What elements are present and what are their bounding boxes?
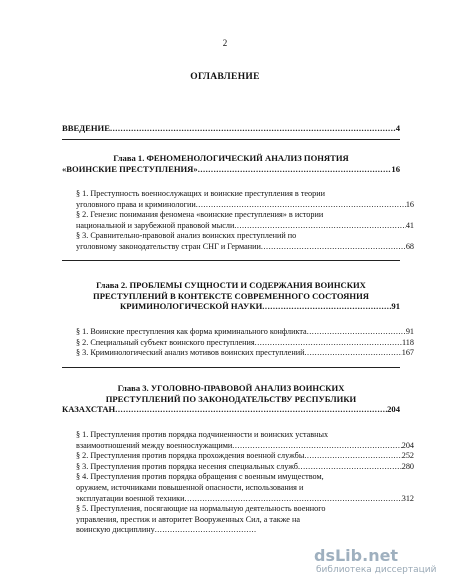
divider-rule [62,367,400,368]
toc-chapter-1 [62,153,400,174]
leader-dots: ........................................ [154,525,257,535]
toc-intro-label: ВВЕДЕНИЕ [62,123,110,133]
ch3-section-3-page: 280 [401,461,414,471]
ch3-section-5-line2: управления, престиж и авторитет Вооруженных Сил, а также на [76,514,300,524]
chapter-2-title-line3: КРИМИНОЛОГИЧЕСКОЙ НАУКИ [120,301,263,312]
toc-chapter-3 [62,383,400,415]
ch3-section-1-row [62,441,414,452]
chapter-1-sections [62,189,414,253]
ch2-section-3-page: 167 [401,348,414,358]
ch2-section-2-row [62,338,414,349]
leader-dots [261,242,406,253]
chapter-1-page: 16 [391,163,400,174]
toc-chapter-2 [62,280,400,312]
ch3-section-2-label: § 2. Преступления против порядка прохождения военной службы [76,451,305,461]
leader-dots [304,348,401,359]
leader-dots [262,301,391,312]
chapter-3-page: 204 [387,404,400,415]
ch1-section-1-line1: § 1. Преступность военнослужащих и воинские преступления в теории [76,189,325,198]
ch3-section-4-line1: § 4. Преступления против порядка обращения с военным имуществом, [76,472,324,482]
ch3-section-5-line1: § 5. Преступления, посягающие на нормальную деятельность военного [76,504,326,514]
leader-dots [196,200,406,211]
chapter-3-sections [62,430,414,536]
ch1-section-3-row [62,242,414,253]
leader-dots [255,338,402,349]
chapter-2-page: 91 [391,301,400,312]
leader-dots [185,494,402,505]
ch3-section-4-line2: оружием, источниками повышенной опасности, использования и [76,482,304,492]
ch1-section-2-line1: § 2. Генезис понимания феномена «воинские преступления» в истории [76,210,324,220]
ch3-section-3-label: § 3. Преступления против порядка несения специальных служб [76,461,298,471]
ch3-section-2-page: 252 [401,451,414,461]
ch3-section-2-row [62,451,414,462]
ch1-section-3-line1: § 3. Сравнительно-правовой анализ воинских преступлений по [76,231,297,241]
leader-dots [298,462,402,473]
ch1-section-2-row [62,221,414,232]
leader-dots [232,441,401,452]
toc-heading: ОГЛАВЛЕНИЕ [190,72,260,82]
ch1-section-2-line2: национальной и зарубежной правовой мысли [76,220,235,230]
chapter-3-title-row [62,404,400,415]
toc-intro-row [62,123,400,134]
watermark-subtitle: библиотека диссертаций [316,565,437,575]
ch3-section-5-line3: воинскую дисциплину [76,525,155,535]
ch1-section-1-line2: уголовного права и криминологии [76,199,196,209]
chapter-1-title: Глава 1. ФЕНОМЕНОЛОГИЧЕСКИЙ АНАЛИЗ ПОНЯТИЯ [113,153,349,163]
toc-intro-page: 4 [395,123,400,133]
ch2-section-1-row [62,327,414,338]
leader-dots [304,451,401,462]
ch3-section-4-row [62,494,414,505]
ch2-section-2-label: § 2. Специальный субъект воинского преступления [76,337,255,347]
ch3-section-4-line3: эксплуатации военной техники [76,493,185,503]
divider-rule [62,139,400,140]
ch3-section-5-row [62,525,296,536]
ch2-section-2-page: 118 [402,337,414,347]
chapter-2-sections [62,327,414,359]
ch2-section-3-row [62,348,414,359]
ch3-section-4-page: 312 [401,493,414,503]
ch3-section-3-row [62,462,414,473]
page-number: 2 [222,38,228,48]
leader-dots [307,327,406,338]
chapter-2-title-line1: Глава 2. ПРОБЛЕМЫ СУЩНОСТИ И СОДЕРЖАНИЯ ВОИНСКИХ [96,280,366,290]
ch2-section-3-label: § 3. Криминологический анализ мотивов воинских преступлений [76,348,305,358]
chapter-3-title-line2: ПРЕСТУПЛЕНИЙ ПО ЗАКОНОДАТЕЛЬСТВУ РЕСПУБЛИКИ [105,393,357,404]
chapter-1-title-line2: «ВОИНСКИЕ ПРЕСТУПЛЕНИЯ» [62,163,198,174]
chapter-1-title-row [62,164,400,175]
dslib-watermark [314,546,442,576]
toc-intro [62,123,400,134]
ch1-section-1-page: 16 [405,199,414,209]
ch1-section-3-line2: уголовному законодательству стран СНГ и Германии [76,241,261,251]
leader-dots [115,404,387,415]
ch2-section-1-label: § 1. Воинские преступления как форма криминального конфликта [76,327,307,336]
ch3-section-1-line2: взаимоотношений между военнослужащими [76,440,233,450]
ch1-section-2-page: 41 [405,220,414,230]
leader-dots [198,164,392,175]
divider-rule [62,260,400,261]
chapter-3-title-line3: КАЗАХСТАН [62,404,116,415]
watermark-logo: dsLib.net [314,546,399,565]
leader-dots [110,123,396,134]
ch1-section-3-page: 68 [405,241,414,251]
ch1-section-1-row [62,200,414,211]
ch2-section-1-page: 91 [405,327,414,336]
ch3-section-1-line1: § 1. Преступления против порядка подчиненности и воинских уставных [76,430,329,439]
leader-dots [234,221,405,232]
chapter-2-title-line2: ПРЕСТУПЛЕНИЙ В КОНТЕКСТЕ СОВРЕМЕННОГО СОСТОЯНИЯ [93,290,369,301]
chapter-3-title-line1: Глава 3. УГОЛОВНО-ПРАВОВОЙ АНАЛИЗ ВОИНСКИХ [117,383,345,393]
chapter-2-title-row [62,301,400,312]
ch3-section-1-page: 204 [401,440,414,450]
